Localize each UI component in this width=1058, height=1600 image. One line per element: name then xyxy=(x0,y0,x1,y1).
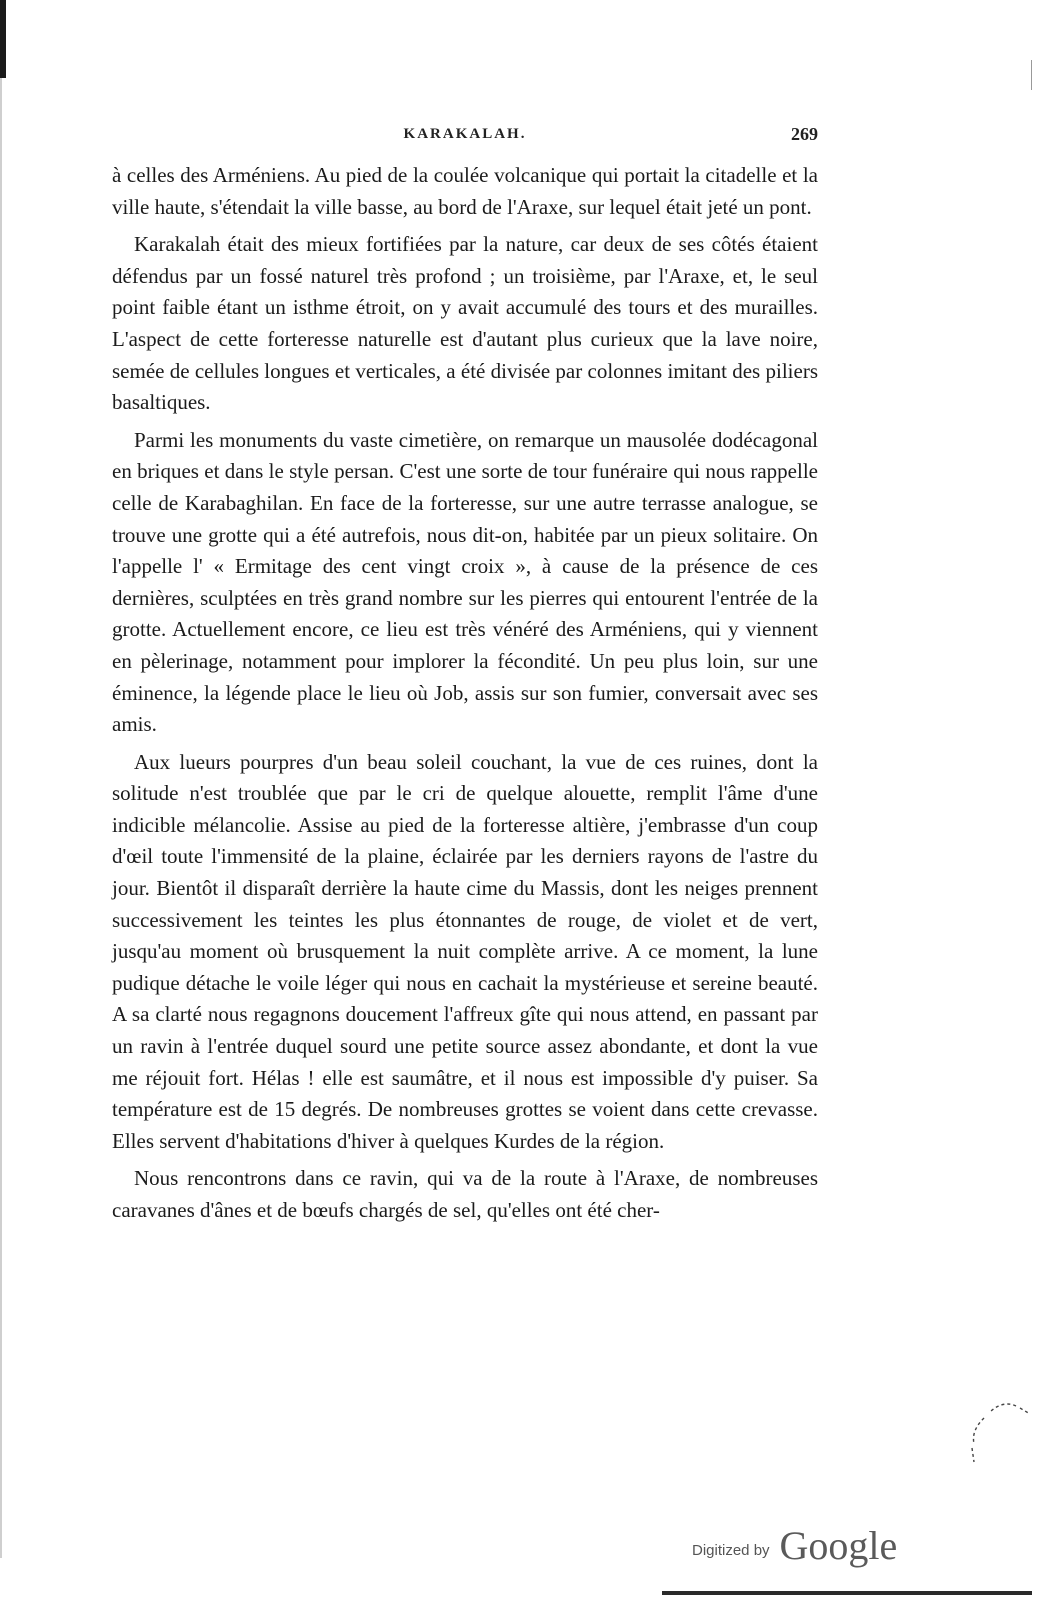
scan-page-edge xyxy=(0,0,6,78)
paragraph-3: Parmi les monuments du vaste cimetière, on remarque un mausolée dodécagonal en briques et dans le style persan. C'est une sorte de tour funéraire qui nous rappelle celle de Karabaghilan. En face de la forteresse, sur une autre terrasse analogue, se trouve une grotte qui a été autrefois, nous dit-on, habitée par un pieux solitaire. On l'appelle l' « Ermitage des cent vingt croix », à cause de la présence de ces dernières, sculptées en très grand nombre sur les pierres qui entourent l'entrée de la grotte. Actuellement encore, ce lieu est très vénéré des Arméniens, qui y viennent en pèlerinage, notamment pour implorer la fécondité. Un peu plus loin, sur une éminence, la légende place le lieu où Job, assis sur son fumier, conversait avec ses amis. xyxy=(112,427,818,737)
scan-bottom-rule xyxy=(662,1591,1032,1595)
body-text xyxy=(112,160,818,1233)
digitized-watermark xyxy=(692,1522,897,1569)
page-header xyxy=(112,126,818,150)
paragraph-1: à celles des Arméniens. Au pied de la coulée volcanique qui portait la citadelle et la ville haute, s'étendait la ville basse, au bord de l'Araxe, sur lequel était jeté un pont. xyxy=(112,163,818,219)
scan-margin-mark xyxy=(1031,60,1032,90)
google-logo: Google xyxy=(779,1523,898,1568)
paragraph-5: Nous rencontrons dans ce ravin, qui va de la route à l'Araxe, de nombreuses caravanes d'ânes et de bœufs chargés de sel, qu'elles ont été cher- xyxy=(112,1166,818,1222)
scan-corner-squiggle xyxy=(958,1392,1038,1472)
scan-binding-line xyxy=(0,78,2,1558)
paragraph-2: Karakalah était des mieux fortifiées par la nature, car deux de ses côtés étaient défendus par un fossé naturel très profond ; un troisième, par l'Araxe, et, le seul point faible étant un isthme étroit, on y avait accumulé des tours et des murailles. L'aspect de cette forteresse naturelle est d'autant plus curieux que la lave noire, semée de cellules longues et verticales, a été divisée par colonnes imitant des piliers basaltiques. xyxy=(112,232,818,415)
running-head: KARAKALAH. xyxy=(403,126,527,142)
watermark-prefix: Digitized by xyxy=(692,1542,770,1559)
page-number: 269 xyxy=(791,124,818,144)
paragraph-4: Aux lueurs pourpres d'un beau soleil couchant, la vue de ces ruines, dont la solitude n'est troublée que par le cri de quelque alouette, remplit l'âme d'une indicible mélancolie. Assise au pied de la forteresse altière, j'embrasse d'un coup d'œil toute l'immensité de la plaine, éclairée par les derniers rayons de l'astre du jour. Bientôt il disparaît derrière la haute cime du Massis, dont les neiges prennent successivement les teintes les plus étonnantes de rouge, de violet et de vert, jusqu'au moment où brusquement la nuit complète arrive. A ce moment, la lune pudique détache le voile léger qui nous en cachait la mystérieuse et sereine beauté. A sa clarté nous regagnons doucement l'affreux gîte qui nous attend, en passant par un ravin à l'entrée duquel sourd une petite source assez abondante, et dont la vue me réjouit fort. Hélas ! elle est saumâtre, et il nous est impossible d'y puiser. Sa température est de 15 degrés. De nombreuses grottes se voient dans cette crevasse. Elles servent d'habitations d'hiver à quelques Kurdes de la région. xyxy=(112,749,818,1153)
